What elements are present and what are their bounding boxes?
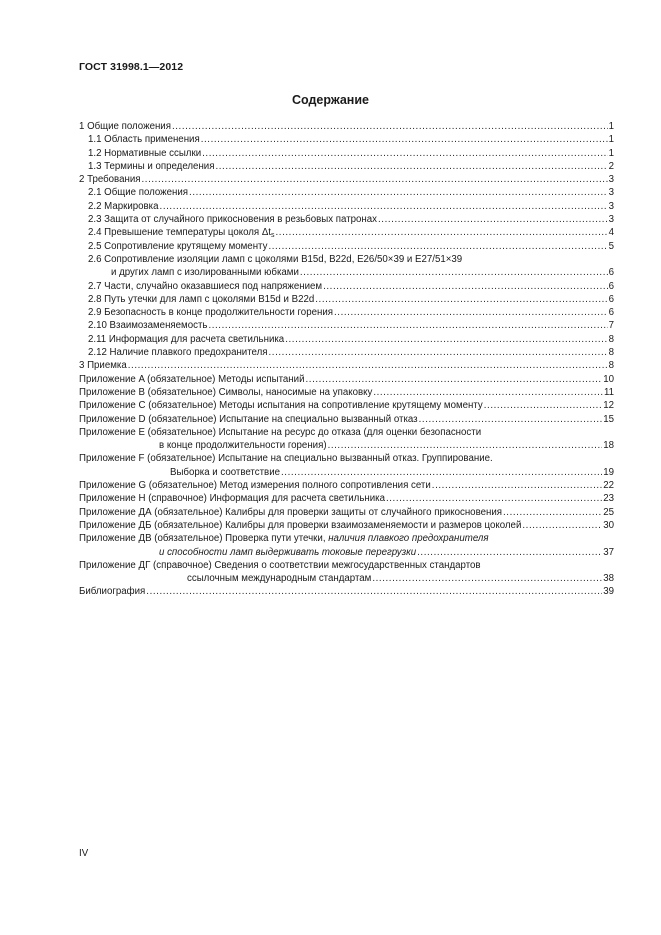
toc-entry-label	[79, 466, 280, 479]
toc-page-number: 3	[608, 214, 614, 226]
toc-entry-text: Приложение ДВ (обязательное) Проверка пути утечки,	[79, 533, 329, 545]
toc-entry-italic-text: и способности ламп выдерживать токовые перегрузки	[159, 546, 417, 558]
toc-page-number: 6	[608, 267, 614, 279]
toc-entry[interactable]	[79, 585, 614, 598]
toc-entry[interactable]	[79, 359, 614, 372]
toc-leader-dots	[522, 519, 602, 532]
toc-page-number: 30	[603, 519, 614, 531]
toc-leader-dots	[215, 160, 607, 173]
toc-entry-label	[79, 572, 371, 585]
toc-entry-text: Библиография	[79, 586, 146, 598]
toc-entry-text: 2.1 Общие положения	[88, 187, 189, 199]
toc-entry-label	[79, 293, 314, 306]
toc-entry[interactable]	[79, 266, 614, 279]
toc-entry-text: 2.8 Путь утечки для ламп с цоколями B15d и B22d	[88, 293, 315, 305]
toc-entry[interactable]	[79, 226, 614, 239]
toc-entry[interactable]	[79, 532, 614, 545]
toc-page-number: 8	[608, 333, 614, 345]
toc-leader-dots	[285, 333, 607, 346]
toc-entry-label	[79, 266, 299, 279]
toc-entry-text: Приложение C (обязательное) Методы испытания на сопротивление крутящему моменту	[79, 400, 483, 412]
toc-entry[interactable]	[79, 200, 614, 213]
toc-entry-text: 2.10 Взаимозаменяемость	[88, 320, 208, 332]
toc-page-number: 15	[603, 413, 614, 425]
toc-page-number: 10	[603, 373, 614, 385]
toc-entry-label	[79, 240, 267, 253]
toc-page-number: 6	[608, 293, 614, 305]
toc-entry-label	[79, 560, 481, 571]
toc-entry-text: Приложение G (обязательное) Метод измерения полного сопротивления сети	[79, 480, 431, 492]
toc-page-number: 1	[608, 134, 614, 146]
toc-entry-label	[79, 147, 201, 160]
toc-entry[interactable]	[79, 452, 614, 465]
toc-entry-label	[79, 533, 489, 544]
toc-leader-dots	[128, 359, 608, 372]
toc-entry-text: 3 Приемка	[79, 360, 127, 372]
toc-page-number: 3	[608, 174, 614, 186]
toc-entry-label	[79, 439, 327, 452]
toc-entry[interactable]	[79, 519, 614, 532]
toc-entry-label	[79, 492, 385, 505]
toc-entry[interactable]	[79, 386, 614, 399]
toc-entry-label	[79, 173, 141, 186]
toc-entry[interactable]	[79, 479, 614, 492]
toc-entry[interactable]	[79, 426, 614, 439]
toc-leader-dots	[334, 306, 608, 319]
toc-page-number: 22	[603, 480, 614, 492]
toc-entry[interactable]	[79, 506, 614, 519]
toc-entry[interactable]	[79, 160, 614, 173]
document-header: ГОСТ 31998.1—2012	[79, 61, 184, 73]
toc-entry[interactable]	[79, 546, 614, 559]
toc-leader-dots	[201, 133, 608, 146]
toc-page-number: 1	[608, 147, 614, 159]
toc-entry[interactable]	[79, 399, 614, 412]
toc-entry-text: 1 Общие положения	[79, 121, 171, 132]
toc-page-number: 5	[608, 240, 614, 252]
toc-leader-dots	[417, 546, 602, 559]
toc-leader-dots	[432, 479, 602, 492]
toc-entry[interactable]	[79, 280, 614, 293]
toc-entry-label	[79, 585, 145, 598]
toc-leader-dots	[146, 585, 602, 598]
toc-entry-text: 2.5 Сопротивление крутящему моменту	[88, 240, 268, 252]
toc-entry-italic-text: наличия плавкого предохранителя	[328, 533, 489, 545]
page-number: IV	[79, 848, 89, 859]
toc-leader-dots	[503, 506, 602, 519]
toc-entry[interactable]	[79, 173, 614, 186]
toc-entry-label	[79, 186, 188, 199]
toc-entry-text: в конце продолжительности горения)	[159, 440, 327, 452]
toc-entry[interactable]	[79, 466, 614, 479]
toc-entry[interactable]	[79, 559, 614, 572]
toc-page-number: 8	[608, 360, 614, 372]
toc-entry[interactable]	[79, 253, 614, 266]
toc-page-number: 3	[608, 187, 614, 199]
toc-entry[interactable]	[79, 306, 614, 319]
toc-leader-dots	[305, 373, 602, 386]
toc-page-number: 38	[603, 573, 614, 585]
toc-entry-label	[79, 413, 418, 426]
toc-leader-dots	[281, 466, 602, 479]
toc-entry-text: ссылочным международным стандартам	[187, 573, 372, 585]
toc-entry-label	[79, 386, 372, 399]
toc-leader-dots	[208, 319, 607, 332]
toc-page-number: 39	[603, 586, 614, 598]
toc-entry-label	[79, 479, 431, 492]
toc-entry[interactable]	[79, 439, 614, 452]
toc-entry-text: Приложение ДА (обязательное) Калибры для проверки защиты от случайного прикосновения	[79, 506, 502, 518]
toc-leader-dots	[269, 346, 608, 359]
toc-entry-text: 1.3 Термины и определения	[88, 160, 215, 172]
toc-page-number: 23	[603, 493, 614, 505]
toc-page-number: 18	[603, 440, 614, 452]
toc-leader-dots	[419, 413, 603, 426]
toc-entry[interactable]	[79, 413, 614, 426]
toc-entry[interactable]	[79, 319, 614, 332]
toc-title: Содержание	[291, 93, 369, 107]
toc-page-number: 2	[608, 160, 614, 172]
toc-leader-dots	[328, 439, 603, 452]
toc-leader-dots	[202, 147, 608, 160]
toc-entry-text: Приложение A (обязательное) Методы испытаний	[79, 373, 305, 385]
toc-entry-text: Приложение E (обязательное) Испытание на ресурс до отказа (для оценки безопасности	[79, 426, 482, 438]
toc-entry[interactable]	[79, 186, 614, 199]
toc-entry-label	[79, 280, 322, 293]
toc-entry-text: Приложение ДБ (обязательное) Калибры для проверки взаимозаменяемости и размеров цоколей	[79, 519, 522, 531]
toc-entry-label	[79, 133, 200, 146]
toc-entry-text: 2 Требования	[79, 174, 141, 186]
toc-entry[interactable]	[79, 120, 614, 133]
toc-leader-dots	[315, 293, 607, 306]
toc-entry[interactable]	[79, 492, 614, 505]
toc-entry-subscript: s	[271, 232, 275, 240]
toc-page-number: 8	[608, 347, 614, 359]
toc-entry-label	[79, 160, 214, 173]
toc-page-number: 3	[608, 200, 614, 212]
toc-entry-text: Приложение F (обязательное) Испытание на специально вызванный отказ. Группирование.	[79, 453, 493, 465]
toc-entry-text: 1.1 Область применения	[88, 134, 200, 146]
toc-entry-text: 2.7 Части, случайно оказавшиеся под напряжением	[88, 280, 323, 292]
toc-entry-label	[79, 319, 207, 332]
toc-entry-text: Приложение H (справочное) Информация для расчета светильника	[79, 493, 385, 505]
toc-entry-label	[79, 346, 268, 359]
toc-entry-label	[79, 453, 493, 464]
toc-leader-dots	[373, 386, 603, 399]
toc-page-number: 4	[608, 227, 614, 239]
toc-entry-text: 2.4 Превышение температуры цоколя Δt	[88, 227, 272, 239]
toc-entry-text: Приложение D (обязательное) Испытание на специально вызванный отказ	[79, 413, 418, 425]
toc-entry-text: Приложение ДГ (справочное) Сведения о соответствии межгосударственных стандартов	[79, 559, 481, 571]
toc-entry-label	[79, 506, 502, 519]
toc-entry-label	[79, 333, 284, 346]
toc-page-number: 7	[608, 320, 614, 332]
toc-leader-dots	[378, 213, 608, 226]
toc-leader-dots	[386, 492, 602, 505]
toc-entry-text: 2.6 Сопротивление изоляции ламп с цоколями B15d, B22d, E26/50×39 и E27/51×39	[88, 253, 463, 265]
toc-entry-text: и других ламп с изолированными юбками	[111, 267, 299, 279]
toc-entry-label	[79, 373, 304, 386]
toc-entry-label	[79, 427, 481, 438]
toc-entry[interactable]	[79, 333, 614, 346]
toc-entry-label	[79, 399, 483, 412]
toc-leader-dots	[160, 200, 608, 213]
toc-page-number: 12	[603, 400, 614, 412]
toc-entry[interactable]	[79, 133, 614, 146]
toc-page-number: 6	[608, 307, 614, 319]
toc-page-number: 1	[608, 121, 614, 132]
toc-page-number: 19	[603, 466, 614, 478]
toc-entry-text: 2.12 Наличие плавкого предохранителя	[88, 347, 268, 359]
toc-leader-dots	[268, 240, 607, 253]
toc-page-number: 37	[603, 546, 614, 558]
toc-entry-text: 1.2 Нормативные ссылки	[88, 147, 202, 159]
toc-entry-text: 2.9 Безопасность в конце продолжительности горения	[88, 307, 333, 319]
toc-page-number: 25	[603, 506, 614, 518]
toc-entry-label	[79, 546, 416, 559]
toc-leader-dots	[300, 266, 608, 279]
table-of-contents	[79, 120, 614, 599]
toc-leader-dots	[372, 572, 602, 585]
toc-entry[interactable]	[79, 373, 614, 386]
toc-page-number: 6	[608, 280, 614, 292]
toc-leader-dots	[172, 120, 608, 133]
toc-leader-dots	[189, 186, 608, 199]
toc-entry-text: Приложение B (обязательное) Символы, наносимые на упаковку	[79, 386, 373, 398]
toc-entry-label	[79, 306, 333, 319]
toc-entry-label	[79, 213, 377, 226]
toc-page-number: 11	[603, 386, 614, 398]
toc-entry[interactable]	[79, 213, 614, 226]
toc-leader-dots	[484, 399, 602, 412]
toc-entry-text: Выборка и соответствие	[170, 466, 280, 478]
toc-entry-label	[79, 200, 159, 213]
toc-entry[interactable]	[79, 293, 614, 306]
toc-entry-label	[79, 359, 127, 372]
toc-entry-label	[79, 254, 462, 265]
toc-entry[interactable]	[79, 147, 614, 160]
toc-entry-text: 2.11 Информация для расчета светильника	[88, 333, 285, 345]
toc-entry-text: 2.2 Маркировка	[88, 200, 159, 212]
toc-entry[interactable]	[79, 346, 614, 359]
toc-leader-dots	[323, 280, 608, 293]
toc-leader-dots	[142, 173, 608, 186]
toc-entry[interactable]	[79, 572, 614, 585]
toc-entry-label	[79, 120, 171, 133]
toc-leader-dots	[276, 226, 608, 239]
toc-entry[interactable]	[79, 240, 614, 253]
toc-entry-text: 2.3 Защита от случайного прикосновения в резьбовых патронах	[88, 214, 377, 226]
toc-entry-label	[79, 519, 521, 532]
